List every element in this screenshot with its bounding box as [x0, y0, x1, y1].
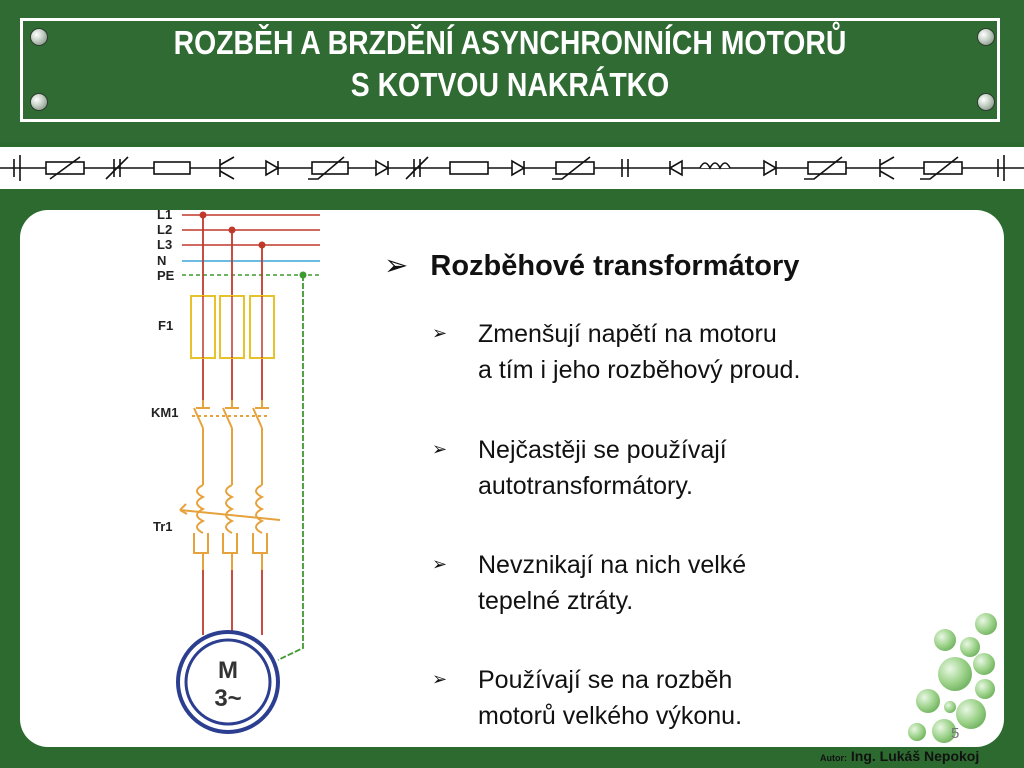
label-pe: PE: [157, 268, 175, 283]
label-tr1: Tr1: [153, 519, 173, 534]
label-km1: KM1: [151, 405, 179, 420]
arrow-bullet-icon: ➢: [432, 439, 448, 460]
label-l1: L1: [157, 210, 173, 222]
slide-title: [89, 22, 932, 106]
title-line-1: ROZBĚH A BRZDĚNÍ ASYNCHRONNÍCH MOTORŮ: [173, 24, 847, 61]
bullet-item: ➢ Používají se na rozběh motorů velkého výkonu.: [432, 662, 742, 734]
author-label: Autor:: [820, 753, 847, 763]
electrical-symbols-icon: [0, 147, 1024, 189]
bullet-item: ➢ Nevznikají na nich velké tepelné ztráty.: [432, 547, 746, 619]
page-number: 5: [951, 725, 960, 742]
arrow-bullet-icon: ➢: [432, 669, 448, 690]
bullet-heading: ➢ Rozběhové transformátory: [384, 248, 800, 282]
rivet-top-right: [977, 28, 995, 46]
author-credit: [820, 748, 979, 764]
label-n: N: [157, 253, 167, 268]
title-line-2: S KOTVOU NAKRÁTKO: [350, 66, 670, 103]
label-l2: L2: [157, 222, 173, 237]
decorative-bubbles-icon: [900, 605, 1010, 745]
motor-label-m: M: [218, 657, 238, 684]
bullet-item: ➢ Nejčastěji se používají autotransformátory.: [432, 432, 727, 504]
rivet-top-left: [30, 28, 48, 46]
author-name: Ing. Lukáš Nepokoj: [850, 748, 980, 764]
label-l3: L3: [157, 237, 173, 252]
arrow-bullet-icon: ➢: [432, 554, 448, 575]
symbol-strip: [0, 147, 1024, 189]
label-f1: F1: [158, 318, 174, 333]
slide-header: [0, 0, 1024, 143]
bullet-list: [20, 210, 1004, 747]
arrow-bullet-icon: ➢: [384, 248, 409, 282]
rivet-bottom-right: [977, 93, 995, 111]
rivet-bottom-left: [30, 93, 48, 111]
slide-content: [20, 210, 1004, 747]
motor-label-phase: 3~: [214, 685, 242, 712]
arrow-bullet-icon: ➢: [432, 323, 448, 344]
bullet-item: ➢ Zmenšují napětí na motoru a tím i jeho rozběhový proud.: [432, 316, 800, 388]
